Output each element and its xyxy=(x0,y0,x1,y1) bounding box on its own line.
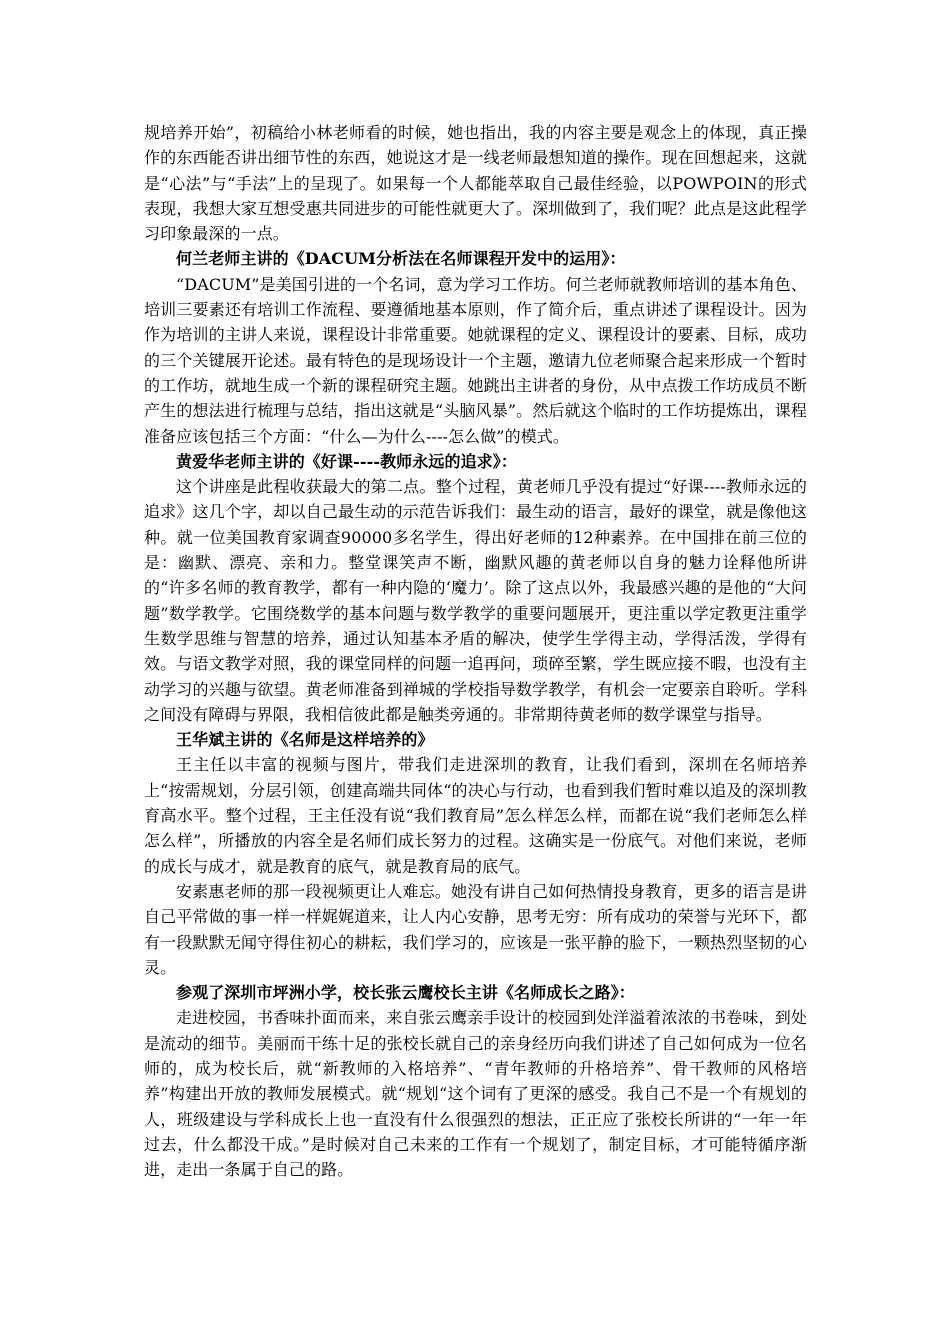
paragraph-teacher-training: 王主任以丰富的视频与图片，带我们走进深圳的教育，让我们看到，深圳在名师培养上“按需规划，分层引领，创建高端共同体“的决心与行动，也看到我们暂时难以追及的深圳教育高水平。整个过程，王主任没有说“我们教育局”怎么样怎么样，而都在说“我们老师怎么样怎么样”，所播放的内容全是名师们成长努力的过程。这确实是一份底气。对他们来说，老师的成长与成才，就是教育的底气，就是教育局的底气。 xyxy=(144,755,807,876)
heading-dacum-lecture: 何兰老师主讲的《DACUM分析法在名师课程开发中的运用》： xyxy=(176,249,626,269)
heading-good-lesson-lecture: 黄爱华老师主讲的《好课----教师永远的追求》： xyxy=(176,451,517,471)
paragraph-video: 安素惠老师的那一段视频更让人难忘。她没有讲自己如何热情投身教育，更多的语言是讲自己平常做的事一样一样娓娓道来，让人内心安静，思考无穷：所有成功的荣誉与光环下，都有一段默默无闻守得住初心的耕耘，我们学习的，应该是一张平静的脸下，一颗热烈坚韧的心灵。 xyxy=(144,881,807,977)
paragraph-dacum: “DACUM”是美国引进的一个名词，意为学习工作坊。何兰老师就教师培训的基本角色、培训三要素还有培训工作流程、要遵循地基本原则，作了简介后，重点讲述了课程设计。因为作为培训的主讲人来说，课程设计非常重要。她就课程的定义、课程设计的要素、目标，成功的三个关键展开论述。最有特色的是现场设计一个主题，邀请九位老师聚合起来形成一个暂时的工作坊，就地生成一个新的课程研究主题。她跳出主讲者的身份，从中点拨工作坊成员不断产生的想法进行梳理与总结，指出这就是“头脑风暴”。然后就这个临时的工作坊提炼出，课程准备应该包括三个方面：“什么—为什么----怎么做”的模式。 xyxy=(144,274,807,446)
paragraph-opening: 规培养开始”，初稿给小林老师看的时候，她也指出，我的内容主要是观念上的体现，真正操作的东西能否讲出细节性的东西，她说这才是一线老师最想知道的操作。现在回想起来，这就是“心法”与“手法”上的呈现了。如果每一个人都能萃取自己最佳经验，以POWPOIN的形式表现，我想大家互想受惠共同进步的可能性就更大了。深圳做到了，我们呢？此点是这此程学习印象最深的一点。 xyxy=(144,123,807,244)
heading-teacher-training-lecture: 王华斌主讲的《名师是这样培养的》 xyxy=(176,730,434,750)
paragraph-good-lesson: 这个讲座是此程收获最大的第二点。整个过程，黄老师几乎没有提过“好课----教师永远的追求》这几个字，却以自己最生动的示范告诉我们：最生动的语言，最好的课堂，就是像他这种。就一位美国教育家调查90000多名学生，得出好老师的12种素养。在中国排在前三位的是：幽默、漂亮、亲和力。整堂课笑声不断，幽默风趣的黄老师以自身的魅力诠释他所讲的“许多名师的教育教学，都有一种内隐的‘魔力’。除了这点以外，我最感兴趣的是他的“大问题”数学教学。它围绕数学的基本问题与数学教学的重要问题展开，更注重以学定教更注重学生数学思维与智慧的培养，通过认知基本矛盾的解决，使学生学得主动，学得活泼，学得有效。与语文教学对照，我的课堂同样的问题一追再问，琐碎至繁，学生既应接不暇，也没有主动学习的兴趣与欲望。黄老师准备到禅城的学校指导数学教学，有机会一定要亲自聆听。学科之间没有障碍与界限，我相信彼此都是触类旁通的。非常期待黄老师的数学课堂与指导。 xyxy=(144,477,807,724)
heading-school-visit: 参观了深圳市坪洲小学，校长张云鹰校长主讲《名师成长之路》： xyxy=(176,983,635,1003)
paragraph-school-visit: 走进校园，书香味扑面而来，来自张云鹰亲手设计的校园到处洋溢着浓浓的书卷味，到处是流动的细节。美丽而干练十足的张校长就自己的亲身经历向我们讲述了自己如何成为一位名师的，成为校长后，就“新教师的入格培养”、“青年教师的升格培养”、骨干教师的风格培养”构建出开放的教师发展模式。就“规划“这个词有了更深的感受。我自己不是一个有规划的人，班级建设与学科成长上也一直没有什么很强烈的想法，正正应了张校长所讲的“一年一年过去，什么都没干成。”是时候对自己未来的工作有一个规划了，制定目标，才可能特循序渐进，走出一条属于自己的路。 xyxy=(144,1008,807,1180)
document-page xyxy=(144,120,807,1182)
